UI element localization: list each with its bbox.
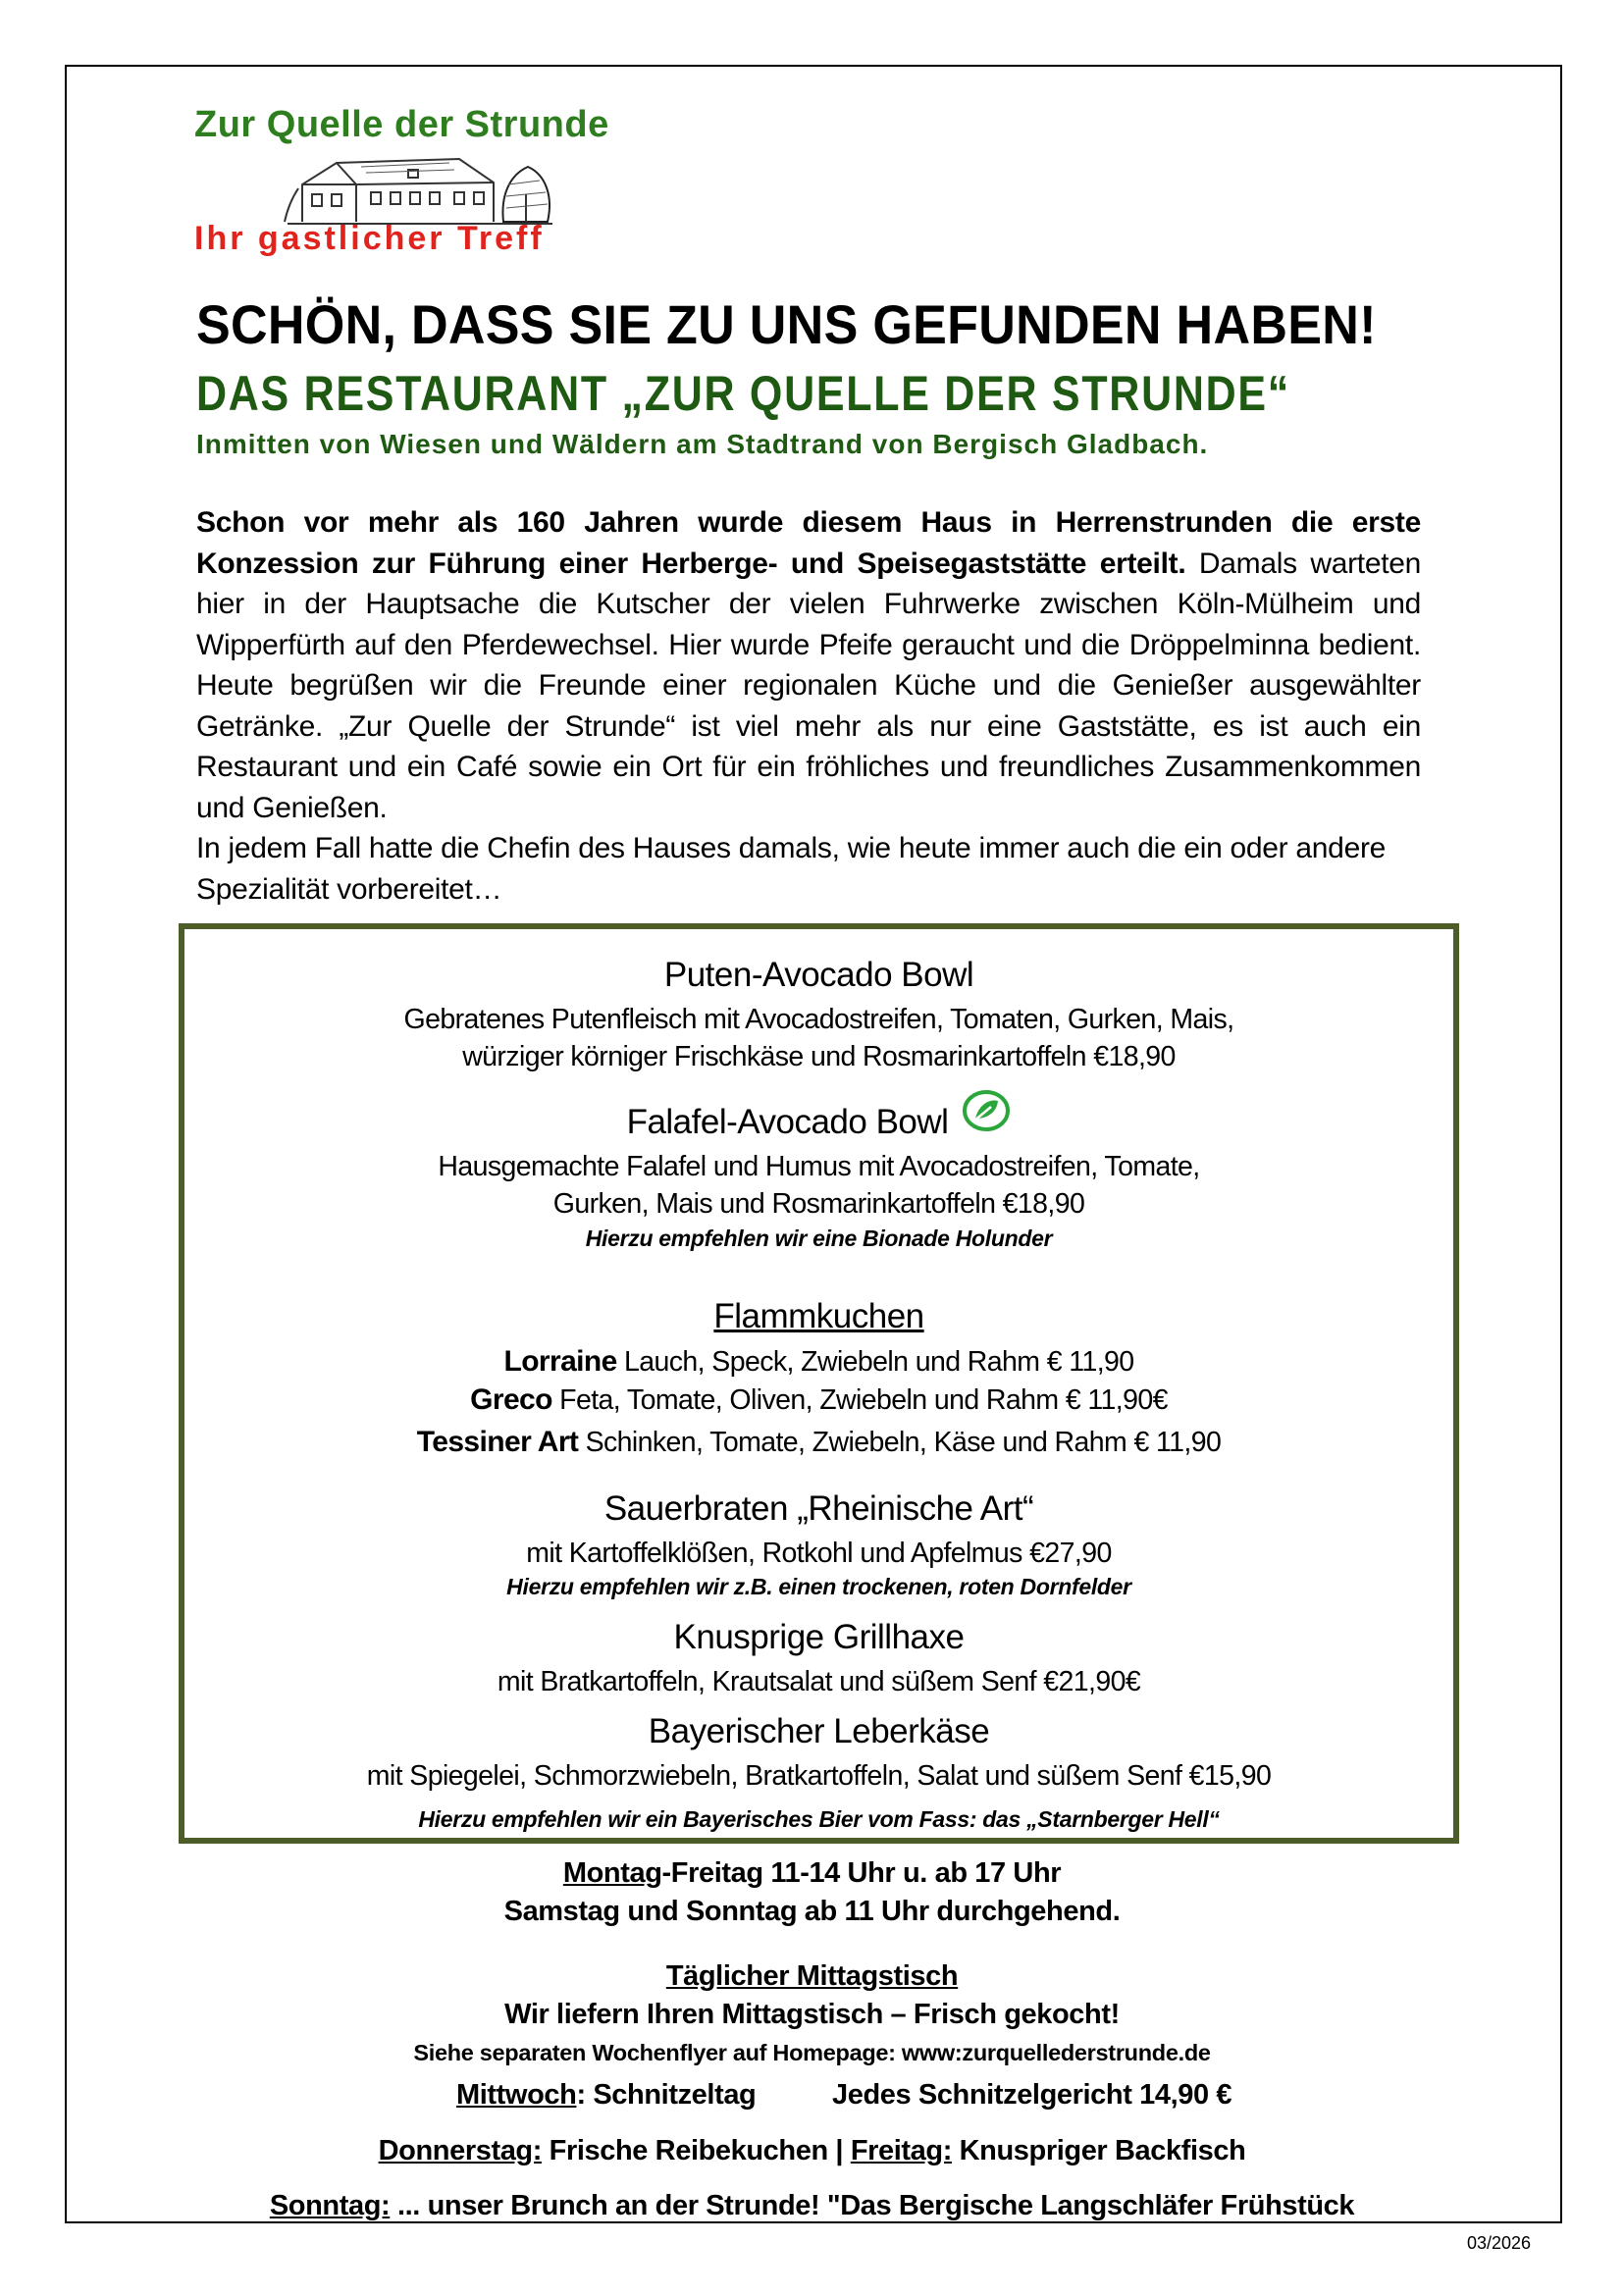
item-title: Bayerischer Leberkäse bbox=[648, 1712, 990, 1750]
logo bbox=[194, 104, 655, 261]
tagline: Inmitten von Wiesen und Wäldern am Stadtrand von Bergisch Gladbach. bbox=[196, 429, 1209, 459]
flammkuchen-desc: Lauch, Speck, Zwiebeln und Rahm € 11,90 bbox=[616, 1346, 1134, 1378]
item-hint: Hierzu empfehlen wir ein Bayerisches Bier vom Fass: das „Starnberger Hell“ bbox=[418, 1806, 1220, 1832]
wednesday-label: Mittwoch bbox=[456, 2079, 577, 2111]
item-desc: mit Bratkartoffeln, Krautsalat und süßem Senf €21,90€ bbox=[497, 1666, 1141, 1697]
weekend-hours: Samstag und Sonntag ab 11 Uhr durchgehend. bbox=[503, 1896, 1121, 1927]
hours-rest: -Freitag 11-14 Uhr u. ab 17 Uhr bbox=[661, 1857, 1062, 1889]
sunday-text: ... unser Brunch an der Strunde! "Das Bergische Langschläfer Frühstück bbox=[390, 2190, 1355, 2221]
print-date: 03/2026 bbox=[1467, 2233, 1532, 2253]
hours-day: Montag bbox=[562, 1857, 662, 1889]
flammkuchen-item bbox=[184, 1383, 1453, 1417]
lunch-title-text: Täglicher Mittagstisch bbox=[665, 1960, 959, 1992]
item-title: Sauerbraten „Rheinische Art“ bbox=[603, 1489, 1034, 1528]
flammkuchen-name: Tessiner Art bbox=[416, 1426, 579, 1458]
item-title-row bbox=[184, 1103, 1453, 1142]
item-desc: Gebratenes Putenfleisch mit Avocadostreifen, Tomaten, Gurken, Mais, bbox=[403, 1004, 1234, 1035]
item-desc: würziger körniger Frischkäse und Rosmarinkartoffeln €18,90 bbox=[462, 1041, 1176, 1072]
lunch-line: Wir liefern Ihren Mittagstisch – Frisch gekocht! bbox=[504, 1999, 1120, 2030]
opening-hours bbox=[0, 1857, 1624, 1890]
intro-text bbox=[196, 502, 1421, 910]
wednesday-special bbox=[456, 2079, 756, 2112]
sunday-label: Sonntag: bbox=[269, 2190, 391, 2221]
flammkuchen-name: Greco bbox=[470, 1383, 552, 1416]
flammkuchen-item bbox=[184, 1345, 1453, 1379]
item-title: Knusprige Grillhaxe bbox=[673, 1618, 965, 1656]
item-title: Puten-Avocado Bowl bbox=[663, 956, 974, 994]
lunch-title bbox=[0, 1960, 1624, 1993]
item-hint: Hierzu empfehlen wir z.B. einen trockenen, roten Dornfelder bbox=[506, 1574, 1131, 1599]
page-headline: SCHÖN, DASS SIE ZU UNS GEFUNDEN HABEN! bbox=[196, 293, 1377, 355]
item-desc: mit Kartoffelklößen, Rotkohl und Apfelmus €27,90 bbox=[526, 1538, 1112, 1569]
item-desc: Hausgemachte Falafel und Humus mit Avocadostreifen, Tomate, bbox=[438, 1151, 1200, 1182]
wednesday-text: : Schnitzeltag bbox=[576, 2079, 757, 2111]
thursday-friday-special bbox=[0, 2135, 1624, 2167]
logo-title: Zur Quelle der Strunde bbox=[194, 104, 609, 145]
friday-label: Freitag: bbox=[850, 2135, 952, 2166]
intro-body: Damals warteten hier in der Hauptsache die Kutscher der vielen Fuhrwerke zwischen Köln-Mülheim und Wipperfürth auf den Pferdewechsel. Hier wurde Pfeife geraucht und die Dröppelminna bedient. Heute begrüßen wir die Freunde einer regionalen Küche und die Genießer ausgewählter Getränke. „Zur Quelle der Strunde“ ist viel mehr als nur eine Gaststätte, es ist auch ein Restaurant und ein Café sowie ein Ort für ein fröhliches und freundliches Zusammenkommen und Genießen. bbox=[196, 547, 1422, 824]
flammkuchen-desc: Feta, Tomate, Oliven, Zwiebeln und Rahm € 11,90€ bbox=[551, 1384, 1168, 1416]
inn-drawing-icon bbox=[283, 145, 557, 226]
item-title: Falafel-Avocado Bowl bbox=[626, 1103, 949, 1141]
section-title: Flammkuchen bbox=[713, 1297, 924, 1335]
item-hint: Hierzu empfehlen wir eine Bionade Holunder bbox=[585, 1226, 1053, 1251]
menu-box bbox=[179, 923, 1459, 1844]
lunch-website: Siehe separaten Wochenflyer auf Homepage: www:zurquellederstrunde.de bbox=[413, 2040, 1211, 2065]
thursday-label: Donnerstag: bbox=[378, 2135, 542, 2166]
flammkuchen-name: Lorraine bbox=[503, 1345, 617, 1378]
friday-text: Knuspriger Backfisch bbox=[951, 2135, 1246, 2166]
sunday-brunch bbox=[0, 2190, 1624, 2222]
flammkuchen-desc: Schinken, Tomate, Zwiebeln, Käse und Rahm € 11,90 bbox=[578, 1427, 1222, 1458]
schnitzel-price: Jedes Schnitzelgericht 14,90 € bbox=[832, 2079, 1232, 2111]
restaurant-name: DAS RESTAURANT „ZUR QUELLE DER STRUNDE“ bbox=[196, 366, 1291, 421]
intro-closing: In jedem Fall hatte die Chefin des Hauses damals, wie heute immer auch die ein oder andere Spezialität vorbereitet… bbox=[196, 832, 1387, 906]
thursday-text: Frische Reibekuchen | bbox=[542, 2135, 851, 2166]
item-desc: mit Spiegelei, Schmorzwiebeln, Bratkartoffeln, Salat und süßem Senf €15,90 bbox=[366, 1760, 1272, 1792]
vegan-icon bbox=[962, 1089, 1011, 1132]
logo-subtitle: Ihr gastlicher Treff bbox=[194, 220, 545, 257]
flammkuchen-item bbox=[184, 1426, 1453, 1459]
item-desc: Gurken, Mais und Rosmarinkartoffeln €18,90 bbox=[552, 1188, 1085, 1220]
intro-bold: Schon vor mehr als 160 Jahren wurde diesem Haus in Herrenstrunden die erste Konzession zur Führung einer Herberge- und Speisegaststätte erteilt. bbox=[196, 506, 1421, 580]
